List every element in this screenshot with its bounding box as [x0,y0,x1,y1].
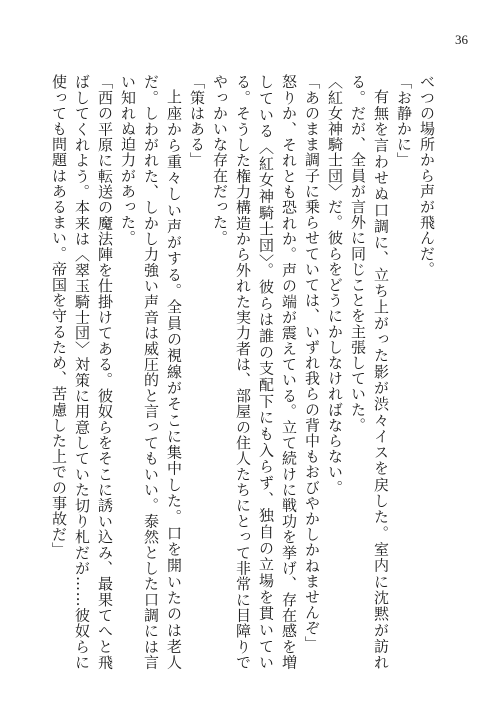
paragraph: 「西の平原に転送の魔法陣を仕掛けてある。彼奴らをそこに誘い込み、最果てへと飛ばしてくれよう。本来は〈翠玉騎士団〉対策に用意していた切り札だが……彼奴らに使っても問題はあるまい。帝国を守るため、苦慮した上での事故だ」 [50,74,114,670]
paragraph: 上座から重々しい声がする。全員の視線がそこに集中した。口を開いたのは老人だ。しわがれた、しかし力強い声音は威圧的と言ってもいい。泰然とした口調には言い知れぬ迫力があった。 [119,74,183,670]
paragraph: 有無を言わせぬ口調に、立ち上がった影が渋々イスを戻した。室内に沈黙が訪れる。だが、全員が言外に同じことを主張していた。 [349,74,390,670]
paragraph: べつの場所から声が飛んだ。 [418,74,436,277]
vertical-text-body [50,74,438,670]
paragraph: 怒りか、それとも恐れか。声の端が震えている。立て続けに戦功を挙げ、存在感を増している〈紅女神騎士団〉。彼らは誰の支配下にも入らず、独自の立場を貫いている。そうした権力構造から外れた実力者は、部屋の住人たちにとって非常に目障りでやっかいな存在だった。 [211,74,298,670]
paragraph: 「お静かに」 [395,74,413,168]
page-number: 36 [455,32,468,47]
paragraph: 「策はある」 [188,74,206,168]
paragraph: 「あのまま調子に乗らせていては、いずれ我らの背中もおびやかしかねませんぞ」 [303,74,321,652]
paragraph: 〈紅女神騎士団〉だ。彼らをどうにかしなければならない。 [326,74,344,496]
